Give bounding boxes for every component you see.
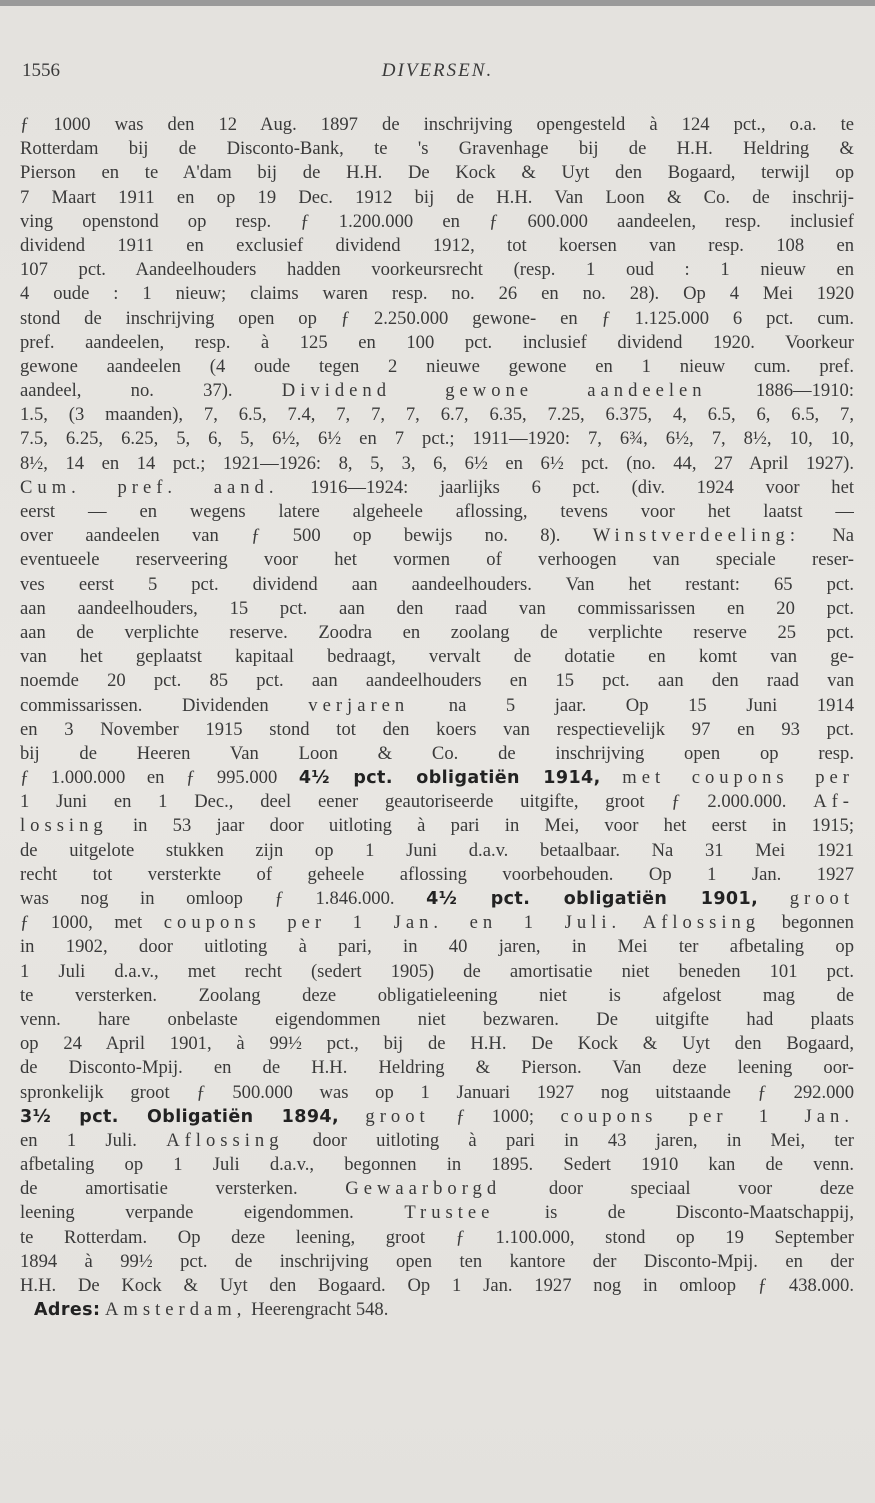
text-line: eerst — en wegens latere algeheele aflossing, tevens voor het laatst — [20, 501, 854, 522]
text-line: de Disconto-Mpij. en de H.H. Heldring & Pierson. Van deze leening oor- [20, 1057, 854, 1079]
text-line: noemde 20 pct. 85 pct. aan aandeelhouders en 15 pct. aan den raad van [20, 670, 854, 692]
section-heading: 4½ pct. obligatiën 1901, [426, 889, 759, 909]
text-line: spronkelijk groot ƒ 500.000 was op 1 Januari 1927 nog uitstaande ƒ 292.000 [20, 1081, 854, 1103]
text-segment: 1886—1910: [755, 380, 854, 402]
spaced-heading: Aflossing [166, 1129, 284, 1151]
text-segment: door speciaal voor deze [548, 1178, 854, 1200]
text-line: stond de inschrijving open op ƒ 2.250.000 gewone- en ƒ 1.125.000 6 pct. cum. [20, 307, 854, 329]
page-header [22, 60, 853, 86]
text-line: ving openstond op resp. ƒ 1.200.000 en ƒ 600.000 aandeelen, resp. inclusief [20, 210, 854, 232]
spaced-heading: verjaren [308, 694, 410, 716]
text-line: 7 Maart 1911 en op 19 Dec. 1912 bij de H.H. Van Loon & Co. de inschrij- [20, 186, 854, 208]
section-heading: 4½ pct. obligatiën 1914, [298, 768, 601, 789]
text-line [20, 766, 854, 790]
text-line: op 24 April 1901, à 99½ pct., bij de H.H. De Kock & Uyt den Bogaard, [20, 1033, 854, 1055]
text-line [20, 1201, 854, 1225]
text-line: de uitgelote stukken zijn op 1 Juni d.a.v. betaalbaar. Na 31 Mei 1921 [20, 839, 854, 861]
spaced-heading: Trustee [404, 1202, 495, 1224]
running-title: DIVERSEN. [381, 60, 494, 81]
text-line: te versterken. Zoolang deze obligatieleening niet is afgelost mag de [20, 984, 854, 1006]
text-line: in 1902, door uitloting à pari, in 40 jaren, in Mei ter afbetaling op [20, 936, 854, 958]
text-line: te Rotterdam. Op deze leening, groot ƒ 1.100.000, stond op 19 September [20, 1226, 854, 1248]
text-line: 1 Juli d.a.v., met recht (sedert 1905) de amortisatie niet beneden 101 pct. [20, 960, 854, 982]
address-line [20, 1298, 854, 1322]
text-line [20, 694, 854, 718]
text-line: venn. hare onbelaste eigendommen niet bezwaren. De uitgifte had plaats [20, 1008, 854, 1030]
text-segment: begonnen [781, 912, 854, 934]
text-segment: is de Disconto-Maatschappij, [544, 1202, 854, 1224]
text-line: H.H. De Kock & Uyt den Bogaard. Op 1 Jan. 1927 nog in omloop ƒ 438.000. [20, 1275, 854, 1296]
text-line: pref. aandeelen, resp. à 125 en 100 pct. inclusief dividend 1920. Voorkeur [20, 331, 854, 353]
spaced-heading: coupons per 1 Jan. en 1 Juli. [163, 912, 622, 934]
text-segment: ƒ 1.000.000 en ƒ 995.000 [20, 767, 278, 789]
spaced-heading: groot [789, 888, 854, 909]
text-segment: 1 Juni en 1 Dec., deel eener geautoriseerde uitgifte, groot ƒ 2.000.000. [20, 791, 787, 813]
text-segment: Na [832, 525, 854, 547]
text-line: afbetaling op 1 Juli d.a.v., begonnen in 1895. Sedert 1910 kan de venn. [20, 1154, 854, 1176]
text-line: aan aandeelhouders, 15 pct. aan den raad van commissarissen en 20 pct. [20, 597, 854, 619]
text-line: 7.5, 6.25, 6.25, 5, 6, 5, 6½, 6½ en 7 pct.; 1911—1920: 7, 6¾, 6½, 7, 8½, 10, 10, [20, 428, 854, 450]
text-line [20, 790, 854, 814]
text-line [20, 524, 854, 548]
address-street: Heerengracht 548. [251, 1299, 389, 1321]
text-segment: aandeel, no. 37). [20, 380, 233, 402]
text-line: Rotterdam bij de Disconto-Bank, te 's Gravenhage bij de H.H. Heldring & [20, 138, 854, 160]
text-line: en 3 November 1915 stond tot den koers van respectievelijk 97 en 93 pct. [20, 718, 854, 740]
text-segment: na 5 jaar. Op 15 Juni 1914 [448, 694, 854, 716]
text-line [20, 1105, 854, 1129]
page-number: 1556 [22, 60, 60, 81]
text-line: gewone aandeelen (4 oude tegen 2 nieuwe gewone en 1 nieuw cum. pref. [20, 355, 854, 377]
text-line: van het geplaatst kapitaal bedraagt, vervalt de dotatie en komt van ge- [20, 646, 854, 668]
text-line: dividend 1911 en exclusief dividend 1912, tot koersen van resp. 108 en [20, 234, 854, 256]
text-segment: over aandeelen van ƒ 500 op bewijs no. 8). [20, 525, 561, 547]
address-city: Amsterdam, [105, 1299, 247, 1321]
text-line: 4 oude : 1 nieuw; claims waren resp. no. 26 en no. 28). Op 4 Mei 1920 [20, 283, 854, 305]
text-segment: door uitloting à pari in 43 jaren, in Mei, ter [312, 1129, 854, 1151]
body-text [20, 113, 854, 1322]
text-line: ƒ 1000 was den 12 Aug. 1897 de inschrijving opengesteld à 124 pct., o.a. te [20, 114, 854, 135]
text-segment: in 53 jaar door uitloting à pari in Mei, voor het eerst in 1915; [132, 815, 854, 837]
text-segment: de amortisatie versterken. [20, 1178, 298, 1200]
text-segment: was nog in omloop ƒ 1.846.000. [20, 888, 395, 909]
text-line [20, 1177, 854, 1201]
text-line: ves eerst 5 pct. dividend aan aandeelhouders. Van het restant: 65 pct. [20, 573, 854, 595]
text-line: bij de Heeren Van Loon & Co. de inschrijving open op resp. [20, 742, 854, 764]
text-segment: ƒ 1000, met [20, 912, 143, 934]
text-line: aan de verplichte reserve. Zoodra en zoolang de verplichte reserve 25 pct. [20, 621, 854, 643]
text-line: 8½, 14 en 14 pct.; 1921—1926: 8, 5, 3, 6, 6½ en 6½ pct. (no. 44, 27 April 1927). [20, 452, 854, 474]
text-line [20, 887, 854, 911]
text-segment: commissarissen. Dividenden [20, 694, 269, 716]
text-line: 107 pct. Aandeelhouders hadden voorkeursrecht (resp. 1 oud : 1 nieuw en [20, 259, 854, 281]
section-heading: 3½ pct. Obligatiën 1894, [20, 1106, 340, 1127]
spaced-heading: Winstverdeeling: [592, 525, 800, 547]
spaced-heading: coupons per 1 Jan. [560, 1105, 854, 1127]
spaced-heading: lossing [20, 815, 108, 837]
spaced-heading: Af- [813, 791, 854, 813]
text-line [20, 379, 854, 403]
scan-edge [0, 0, 875, 6]
text-line [20, 814, 854, 838]
text-line: recht tot versterkte of geheele aflossing voorbehouden. Op 1 Jan. 1927 [20, 863, 854, 885]
address-label: Adres: [33, 1300, 101, 1321]
text-line: eventueele reserveering voor het vormen of verhoogen van speciale reser- [20, 549, 854, 571]
text-segment: ƒ 1000; [456, 1105, 535, 1127]
spaced-heading: Aflossing [642, 912, 761, 934]
text-line [20, 476, 854, 500]
text-segment: en 1 Juli. [20, 1129, 137, 1151]
text-segment: 1916—1924: jaarlijks 6 pct. (div. 1924 voor het [310, 476, 854, 498]
text-line [20, 1129, 854, 1153]
spaced-heading: Dividend gewone aandeelen [281, 380, 707, 402]
text-line: 1894 à 99½ pct. de inschrijving open ten kantore der Disconto-Mpij. en der [20, 1250, 854, 1272]
text-line: Pierson en te A'dam bij de H.H. De Kock & Uyt den Bogaard, terwijl op [20, 162, 854, 184]
spaced-heading: Gewaarborgd [345, 1178, 502, 1200]
spaced-heading: groot [365, 1105, 430, 1127]
text-segment: leening verpande eigendommen. [20, 1202, 354, 1224]
spaced-heading: Cum. pref. aand. [20, 476, 279, 498]
spaced-heading: met coupons per [622, 767, 854, 789]
text-line: 1.5, (3 maanden), 7, 6.5, 7.4, 7, 7, 7, 6.7, 6.35, 7.25, 6.375, 4, 6.5, 6, 6.5, 7, [20, 404, 854, 426]
text-line [20, 911, 854, 935]
